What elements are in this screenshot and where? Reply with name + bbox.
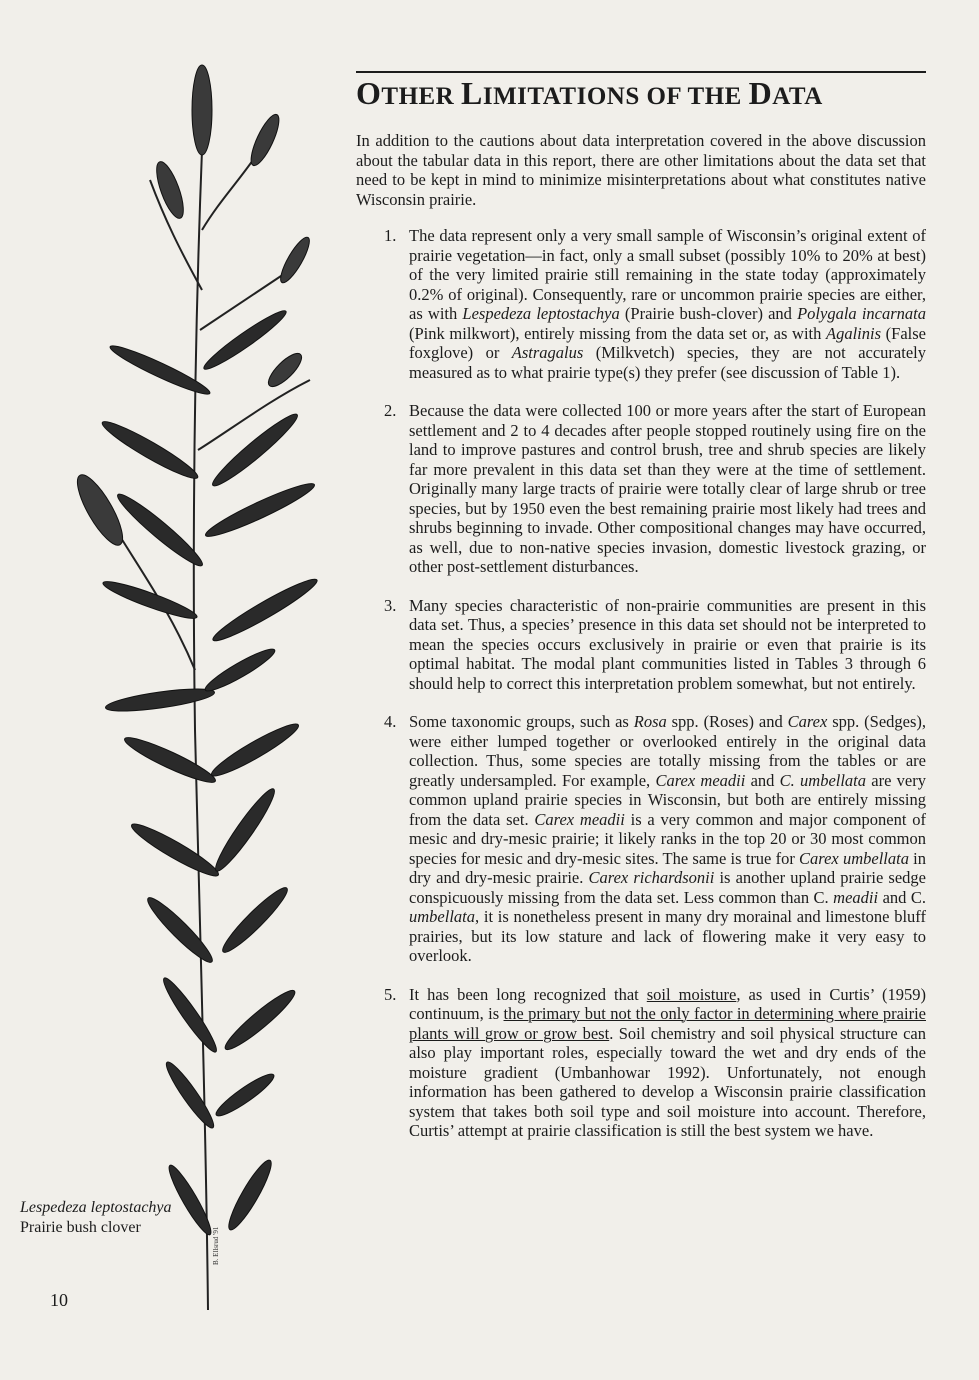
text-run: It has been long recognized that [409, 984, 647, 1004]
list-item [356, 401, 926, 577]
italic-text: Carex [787, 712, 828, 731]
text-run: spp. (Sedges), were either lumped together or overlooked entirely in the original data collection. Thus, some species are totally missing from the tables or are greatly undersampled. For example, [409, 712, 927, 790]
text-run: (False foxglove) or [409, 323, 926, 362]
caption-scientific-name: Lespedeza leptostachya [20, 1199, 172, 1216]
list-item [356, 712, 926, 966]
list-item [356, 985, 926, 1141]
text-run: (Milkvetch) species, they are not accurately measured as to what prairie type(s) they prefer (see discussion of Table 1). [409, 343, 926, 382]
text-run: is another upland prairie sedge conspicuously missing from the data set. Less common than C. [409, 868, 926, 907]
list-item-number: 5. [384, 984, 397, 1004]
section-title: OTHER LIMITATIONS OF THE DATA [356, 75, 823, 111]
italic-text: Carex umbellata [799, 848, 909, 868]
text-run: Many species characteristic of non-prairie communities are present in this data set. Thus, a species’ presence in this data set should not be interpreted to mean the species occurs exclusively in prairie or even that prairie is its optimal habitat. The modal plant communities listed in Tables 3 through 6 should help to correct this interpretation problem somewhat, but not entirely. [409, 595, 926, 693]
italic-text: meadii [833, 887, 879, 907]
page-number: 10 [50, 1290, 68, 1310]
text-run: (Pink milkwort), entirely missing from the data set or, as with [409, 323, 827, 343]
text-run: and [745, 770, 780, 790]
text-run: is a very common and major component of mesic and dry-mesic prairie; it likely ranks in the top 20 or 30 most common species for mesic and dry-mesic sites. The same is true for [409, 809, 926, 868]
text-run: , it is nonetheless present in many dry morainal and limestone bluff prairies, but its low stature and lack of flowering make it very easy to overlook. [409, 907, 926, 965]
italic-text: Carex meadii [534, 809, 625, 829]
italic-text: umbellata [409, 907, 475, 926]
text-run: The data represent only a very small sample of Wisconsin’s original extent of prairie vegetation—in fact, only a small subset (possibly 10% to 20% at best) of the very limited prairie still remaining in the state today (approximately 0.2% of original). Consequently, rare or uncommon prairie species are either, as with [409, 226, 926, 323]
list-item [356, 226, 926, 382]
limitations-list [356, 226, 926, 1160]
text-run: , as used in Curtis’ (1959) continuum, is [409, 984, 926, 1023]
caption-common-name: Prairie bush clover [20, 1219, 141, 1236]
text-run: Some taxonomic groups, such as [409, 712, 634, 731]
intro-paragraph: In addition to the cautions about data interpretation covered in the above discussion about the tabular data in this report, there are other limitations about the data set that need to be kept in mind to minimize misinterpretations about what constitutes native Wisconsin prairie. [356, 131, 926, 209]
artist-signature: B. Ellsrud '91 [212, 1226, 220, 1265]
text-run: (Prairie bush-clover) and [619, 304, 798, 323]
italic-text: Lespedeza leptostachya [462, 304, 620, 323]
text-run: are very common upland prairie species in Wisconsin, but both are entirely missing from the data set. [409, 770, 926, 829]
italic-text: C. umbellata [779, 770, 867, 790]
list-item [356, 596, 926, 694]
italic-text: Astragalus [511, 343, 584, 362]
list-item-number: 2. [384, 401, 397, 420]
italic-text: Polygala incarnata [797, 304, 926, 323]
text-run: Because the data were collected 100 or more years after the start of European settlement and 2 to 4 decades after people stopped routinely using fire on the land to improve pastures and control brush, tree and shrub species are likely far more prevalent in this data set than they were at the time of settlement. Originally many large tracts of prairie were totally clear of large shrub or tree species, but by 1950 even the best remaining prairie most likely had trees and shrubs beginning to invade. Other compositional changes may have occurred, as well, due to non-native species invasion, domestic livestock grazing, or other post-settlement disturbances. [409, 401, 926, 576]
list-item-number: 1. [384, 226, 397, 245]
text-run: . Soil chemistry and soil physical structure can also play important roles, especially toward the wet and dry ends of the moisture gradient (Umbanhowar 1992). Unfortunately, not enough information has been gathered to develop a Wisconsin prairie classification system that takes both soil type and soil moisture into account. Therefore, Curtis’ attempt at prairie classification is still the best system we have. [409, 1023, 926, 1140]
text-run: spp. (Roses) and [666, 712, 788, 731]
title-rule [356, 71, 926, 73]
italic-text: Carex richardsonii [588, 868, 715, 887]
underlined-text: soil moisture [646, 984, 737, 1004]
text-run: in dry and dry-mesic prairie. [409, 848, 927, 887]
lespedeza-illustration [30, 30, 350, 1330]
text-run: and C. [878, 887, 926, 907]
figure-caption [20, 1198, 172, 1238]
underlined-text: the primary but not the only factor in determining where prairie plants will grow or grow best [409, 1004, 926, 1043]
list-item-number: 3. [384, 595, 397, 615]
italic-text: Agalinis [826, 323, 882, 343]
italic-text: Carex meadii [655, 770, 746, 790]
italic-text: Rosa [633, 712, 667, 731]
list-item-number: 4. [384, 712, 397, 731]
